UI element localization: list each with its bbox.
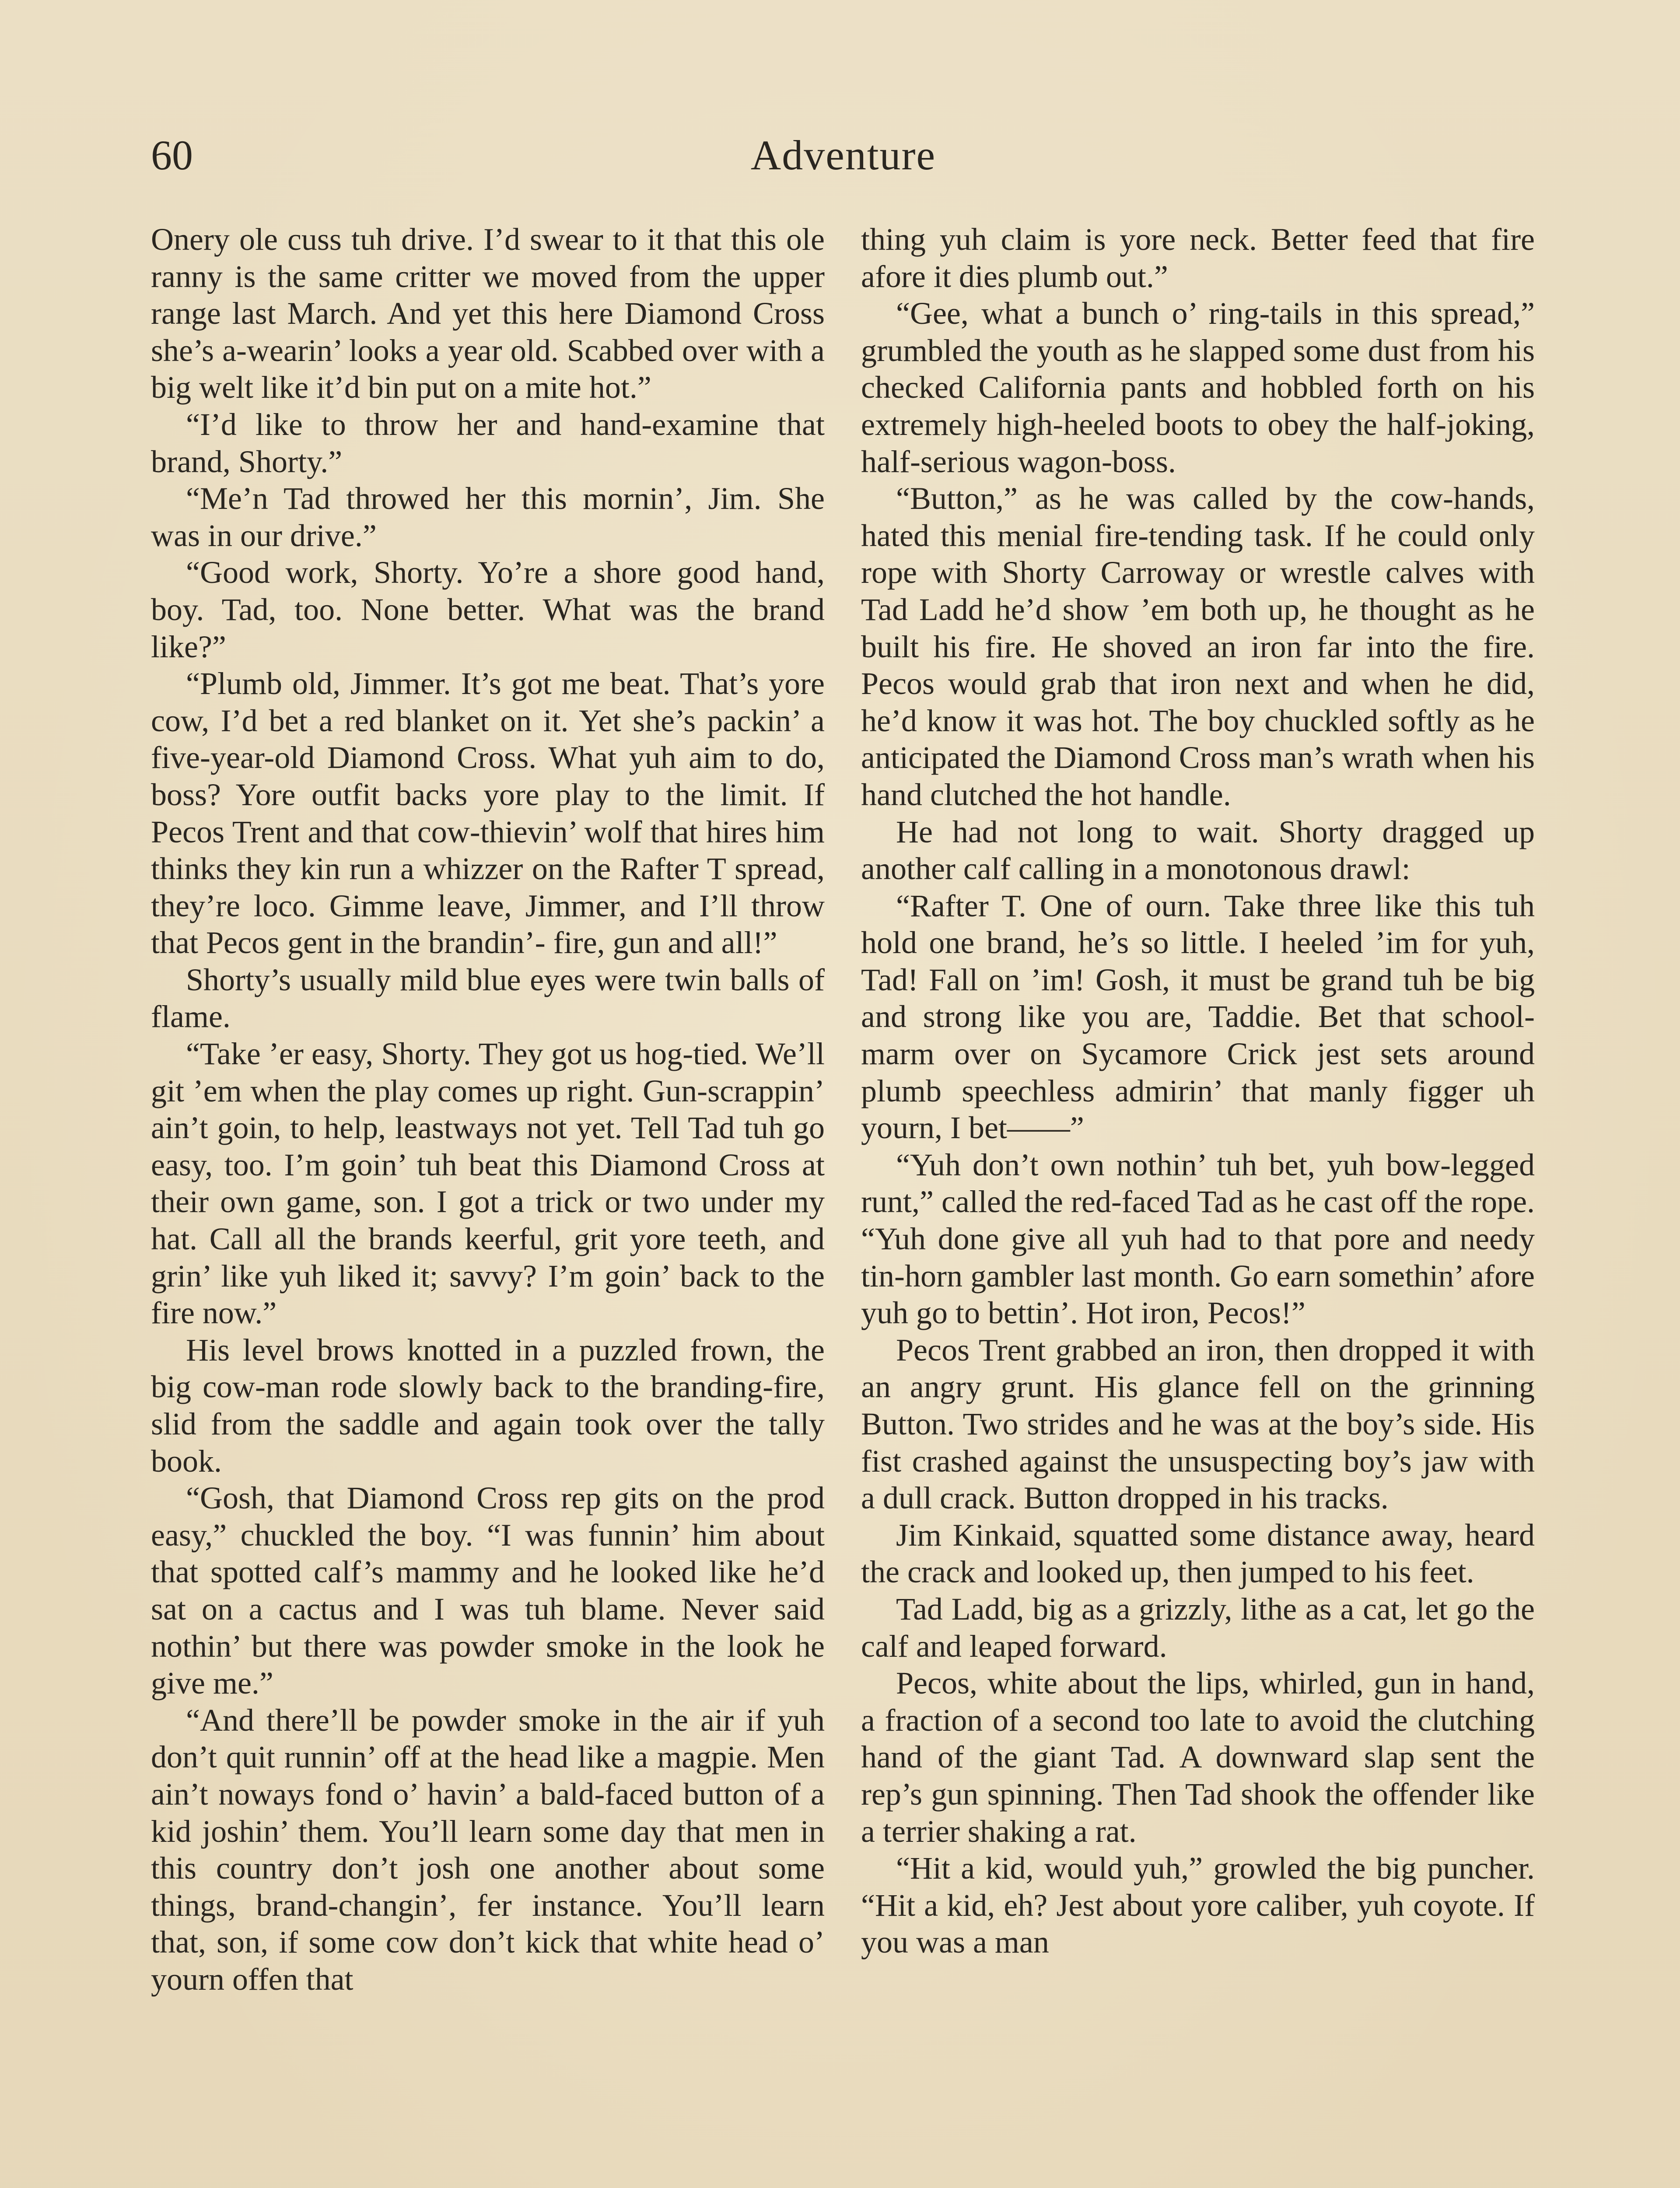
right-column: [861, 221, 1535, 1961]
paragraph: “Gee, what a bunch o’ ring-tails in this spread,” grumbled the youth as he slapped some dust from his checked California pants and hobbled forth on his extremely high-heeled boots to obey the half-joking, half-serious wagon-boss.: [861, 296, 1535, 479]
paragraph: “I’d like to throw her and hand-examine that brand, Shorty.”: [151, 407, 825, 479]
paragraph: Jim Kinkaid, squatted some distance away, heard the crack and looked up, then jumped to his feet.: [861, 1517, 1535, 1590]
paragraph: “Yuh don’t own nothin’ tuh bet, yuh bow-legged runt,” called the red-faced Tad as he cast off the rope. “Yuh done give all yuh had to that pore and needy tin-horn gambler last month. Go earn somethin’ afore yuh go to bettin’. Hot iron, Pecos!”: [861, 1147, 1535, 1331]
page-number: 60: [151, 132, 193, 179]
left-column: [151, 221, 825, 1998]
paragraph: “Rafter T. One of ourn. Take three like this tuh hold one brand, he’s so little. I heeled ’im for yuh, Tad! Fall on ’im! Gosh, it must be grand tuh be big and strong like you are, Taddie. Bet that school-marm over on Sycamore Crick jest sets around plumb speechless admirin’ that manly figger uh yourn, I bet——”: [861, 888, 1535, 1146]
paragraph: Tad Ladd, big as a grizzly, lithe as a cat, let go the calf and leaped forward.: [861, 1591, 1535, 1664]
paragraph: “Hit a kid, would yuh,” growled the big puncher. “Hit a kid, eh? Jest about yore caliber, yuh coyote. If you was a man: [861, 1851, 1535, 1960]
paragraph: His level brows knotted in a puzzled frown, the big cow-man rode slowly back to the branding-fire, slid from the saddle and again took over the tally book.: [151, 1332, 825, 1479]
paragraph: Onery ole cuss tuh drive. I’d swear to it that this ole ranny is the same critter we moved from the upper range last March. And yet this here Diamond Cross she’s a-wearin’ looks a year old. Scabbed over with a big welt like it’d bin put on a mite hot.”: [151, 222, 825, 405]
paragraph: Pecos, white about the lips, whirled, gun in hand, a fraction of a second too late to avoid the clutching hand of the giant Tad. A downward slap sent the rep’s gun spinning. Then Tad shook the offender like a terrier shaking a rat.: [861, 1666, 1535, 1849]
paragraph: “Me’n Tad throwed her this mornin’, Jim. She was in our drive.”: [151, 481, 825, 553]
paragraph: “Plumb old, Jimmer. It’s got me beat. That’s yore cow, I’d bet a red blanket on it. Yet she’s packin’ a five-year-old Diamond Cross. What yuh aim to do, boss? Yore outfit backs yore play to the limit. If Pecos Trent and that cow-thievin’ wolf that hires him thinks they kin run a whizzer on the Rafter T spread, they’re loco. Gimme leave, Jimmer, and I’ll throw that Pecos gent in the brandin’- fire, gun and all!”: [151, 666, 825, 961]
paragraph: He had not long to wait. Shorty dragged up another calf calling in a monotonous drawl:: [861, 814, 1535, 887]
paragraph: “Take ’er easy, Shorty. They got us hog-tied. We’ll git ’em when the play comes up right. Gun-scrappin’ ain’t goin, to help, leastways not yet. Tell Tad tuh go easy, too. I’m goin’ tuh beat this Diamond Cross at their own game, son. I got a trick or two under my hat. Call all the brands keerful, grit yore teeth, and grin’ like yuh liked it; savvy? I’m goin’ back to the fire now.”: [151, 1036, 825, 1331]
paragraph: thing yuh claim is yore neck. Better feed that fire afore it dies plumb out.”: [861, 222, 1535, 294]
paragraph: “Good work, Shorty. Yo’re a shore good hand, boy. Tad, too. None better. What was the brand like?”: [151, 555, 825, 664]
page-header: [151, 127, 1536, 193]
paragraph: Shorty’s usually mild blue eyes were twin balls of flame.: [151, 962, 825, 1034]
paragraph: Pecos Trent grabbed an iron, then dropped it with an angry grunt. His glance fell on the grinning Button. Two strides and he was at the boy’s side. His fist crashed against the unsuspecting boy’s jaw with a dull crack. Button dropped in his tracks.: [861, 1332, 1535, 1516]
paragraph: “Button,” as he was called by the cow-hands, hated this menial fire-tending task. If he could only rope with Shorty Carroway or wrestle calves with Tad Ladd he’d show ’em both up, he thought as he built his fire. He shoved an iron far into the fire. Pecos would grab that iron next and when he did, he’d know it was hot. The boy chuckled softly as he anticipated the Diamond Cross man’s wrath when his hand clutched the hot handle.: [861, 481, 1535, 812]
paragraph: “And there’ll be powder smoke in the air if yuh don’t quit runnin’ off at the head like a magpie. Men ain’t noways fond o’ havin’ a bald-faced button of a kid joshin’ them. You’ll learn some day that men in this country don’t josh one another about some things, brand-changin’, fer instance. You’ll learn that, son, if some cow don’t kick that white head o’ yourn offen that: [151, 1702, 825, 1997]
magazine-title: Adventure: [750, 132, 936, 179]
paragraph: “Gosh, that Diamond Cross rep gits on the prod easy,” chuckled the boy. “I was funnin’ him about that spotted calf’s mammy and he looked like he’d sat on a cactus and I was tuh blame. Never said nothin’ but there was powder smoke in the look he give me.”: [151, 1480, 825, 1701]
